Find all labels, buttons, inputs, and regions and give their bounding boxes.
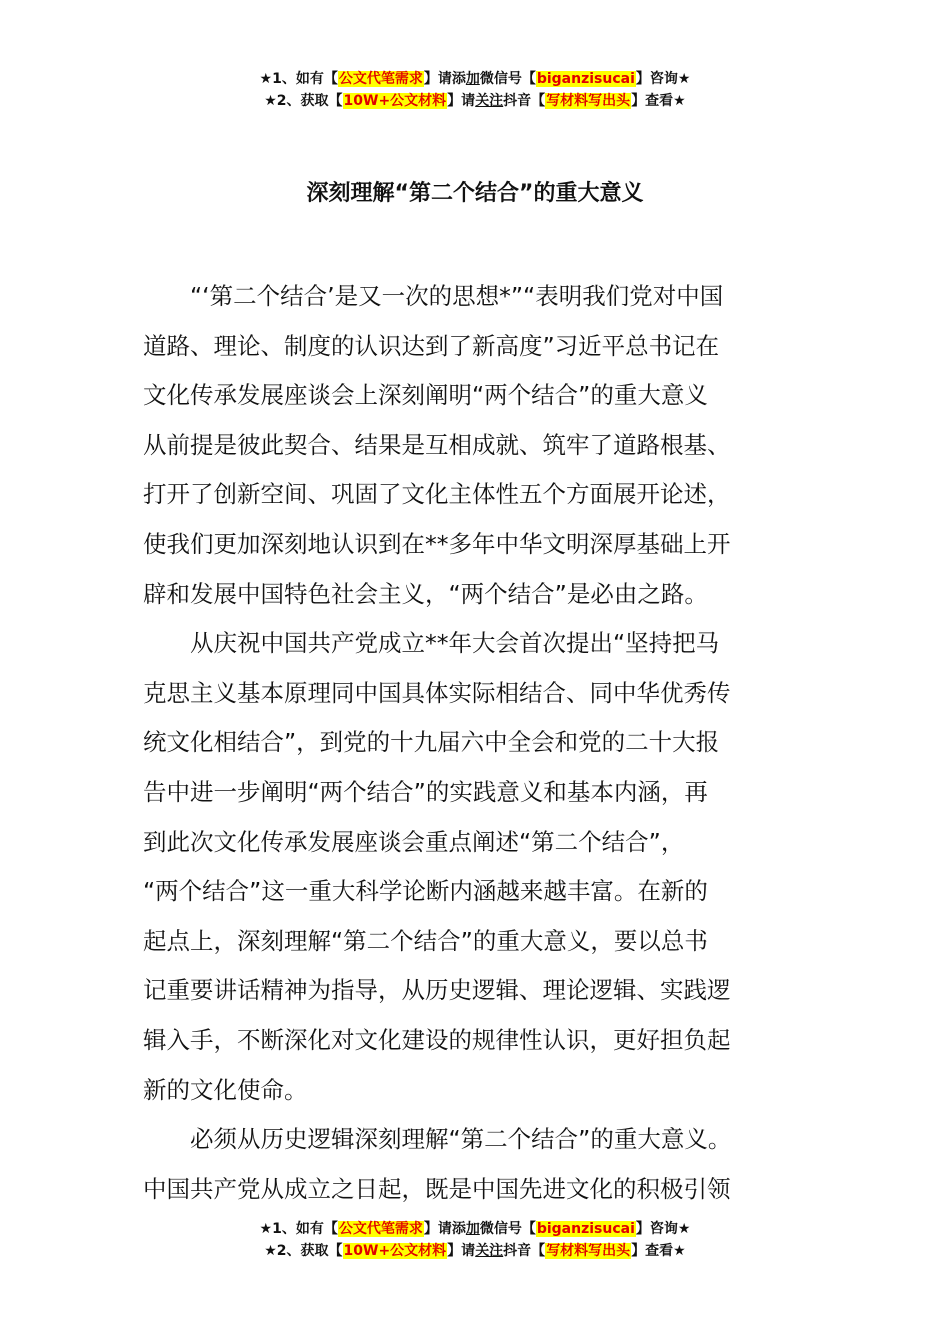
highlight-service: 公文代笔需求 xyxy=(338,1221,423,1237)
text-line: 克思主义基本原理同中国具体实际相结合、同中华优秀传 xyxy=(143,678,731,707)
highlight-service: 公文代笔需求 xyxy=(338,71,423,87)
banner-emphasis: 关注 xyxy=(475,93,504,109)
text-line: 记重要讲话精神为指导，从历史逻辑、理论逻辑、实践逻 xyxy=(143,976,731,1005)
banner-text: 】请 xyxy=(447,93,476,109)
banner-text: 抖音【 xyxy=(503,1243,546,1259)
banner-text: ★1、如有【 xyxy=(259,1221,338,1237)
banner-text: 】请 xyxy=(447,1243,476,1259)
banner-line-2 xyxy=(0,1240,950,1262)
banner-text: 】请添 xyxy=(423,1221,466,1237)
text-line: 中国共产党从成立之日起，既是中国先进文化的积极引领 xyxy=(143,1174,731,1203)
text-line: 统文化相结合”，到党的十九届六中全会和党的二十大报 xyxy=(143,728,720,757)
banner-text: 抖音【 xyxy=(503,93,546,109)
highlight-wechat-id: biganzisucai xyxy=(536,71,635,87)
banner-text: 微信号【 xyxy=(479,1221,536,1237)
banner-text: ★2、获取【 xyxy=(264,93,343,109)
highlight-douyin-account: 写材料写出头 xyxy=(546,1243,631,1259)
banner-line-1 xyxy=(0,1218,950,1240)
text-line: 辟和发展中国特色社会主义，“两个结合”是必由之路。 xyxy=(143,579,708,608)
text-line: 道路、理论、制度的认识达到了新高度”习近平总书记在 xyxy=(143,331,720,360)
highlight-materials: 10W+公文材料 xyxy=(343,93,447,109)
text-line: 从庆祝中国共产党成立**年大会首次提出“坚持把马 xyxy=(190,629,720,658)
text-line: 必须从历史逻辑深刻理解“第二个结合”的重大意义。 xyxy=(190,1125,732,1154)
banner-text: 】咨询★ xyxy=(635,71,691,87)
text-line: “‘第二个结合’是又一次的思想*”“表明我们党对中国 xyxy=(190,282,724,310)
text-line: “两个结合”这一重大科学论断内涵越来越丰富。在新的 xyxy=(143,877,708,906)
text-line: 文化传承发展座谈会上深刻阐明“两个结合”的重大意义 xyxy=(143,381,708,410)
banner-text: 】请添 xyxy=(423,71,466,87)
banner-text: 微信号【 xyxy=(479,71,536,87)
text-line: 告中进一步阐明“两个结合”的实践意义和基本内涵，再 xyxy=(143,777,708,806)
text-line: 起点上，深刻理解“第二个结合”的重大意义，要以总书 xyxy=(143,926,708,955)
paragraph xyxy=(143,272,811,619)
banner-text: 】查看★ xyxy=(631,93,686,109)
paragraph xyxy=(143,1115,811,1214)
text-line: 辑入手，不断深化对文化建设的规律性认识，更好担负起 xyxy=(143,1025,731,1054)
text-line: 使我们更加深刻地认识到在**多年中华文明深厚基础上开 xyxy=(143,529,731,558)
document-body xyxy=(143,272,811,1214)
banner-emphasis: 关注 xyxy=(475,1243,504,1259)
highlight-douyin-account: 写材料写出头 xyxy=(546,93,631,109)
document-title: 深刻理解“第二个结合”的重大意义 xyxy=(306,181,644,206)
banner-emphasis: 加 xyxy=(465,71,480,87)
banner-text: 】查看★ xyxy=(631,1243,686,1259)
paragraph xyxy=(143,619,811,1115)
text-line: 到此次文化传承发展座谈会重点阐述“第二个结合”， xyxy=(143,827,685,856)
highlight-materials: 10W+公文材料 xyxy=(343,1243,447,1259)
banner-text: ★2、获取【 xyxy=(264,1243,343,1259)
banner-line-2 xyxy=(0,90,950,112)
text-line: 从前提是彼此契合、结果是互相成就、筑牢了道路根基、 xyxy=(143,430,731,459)
text-line: 打开了创新空间、巩固了文化主体性五个方面展开论述， xyxy=(143,480,731,509)
banner-text: ★1、如有【 xyxy=(259,71,338,87)
banner-emphasis: 加 xyxy=(465,1221,480,1237)
banner-text: 】咨询★ xyxy=(635,1221,691,1237)
footer-banner xyxy=(0,1218,950,1262)
banner-line-1 xyxy=(0,68,950,90)
header-banner xyxy=(0,68,950,112)
highlight-wechat-id: biganzisucai xyxy=(536,1221,635,1237)
text-line: 新的文化使命。 xyxy=(143,1075,308,1104)
